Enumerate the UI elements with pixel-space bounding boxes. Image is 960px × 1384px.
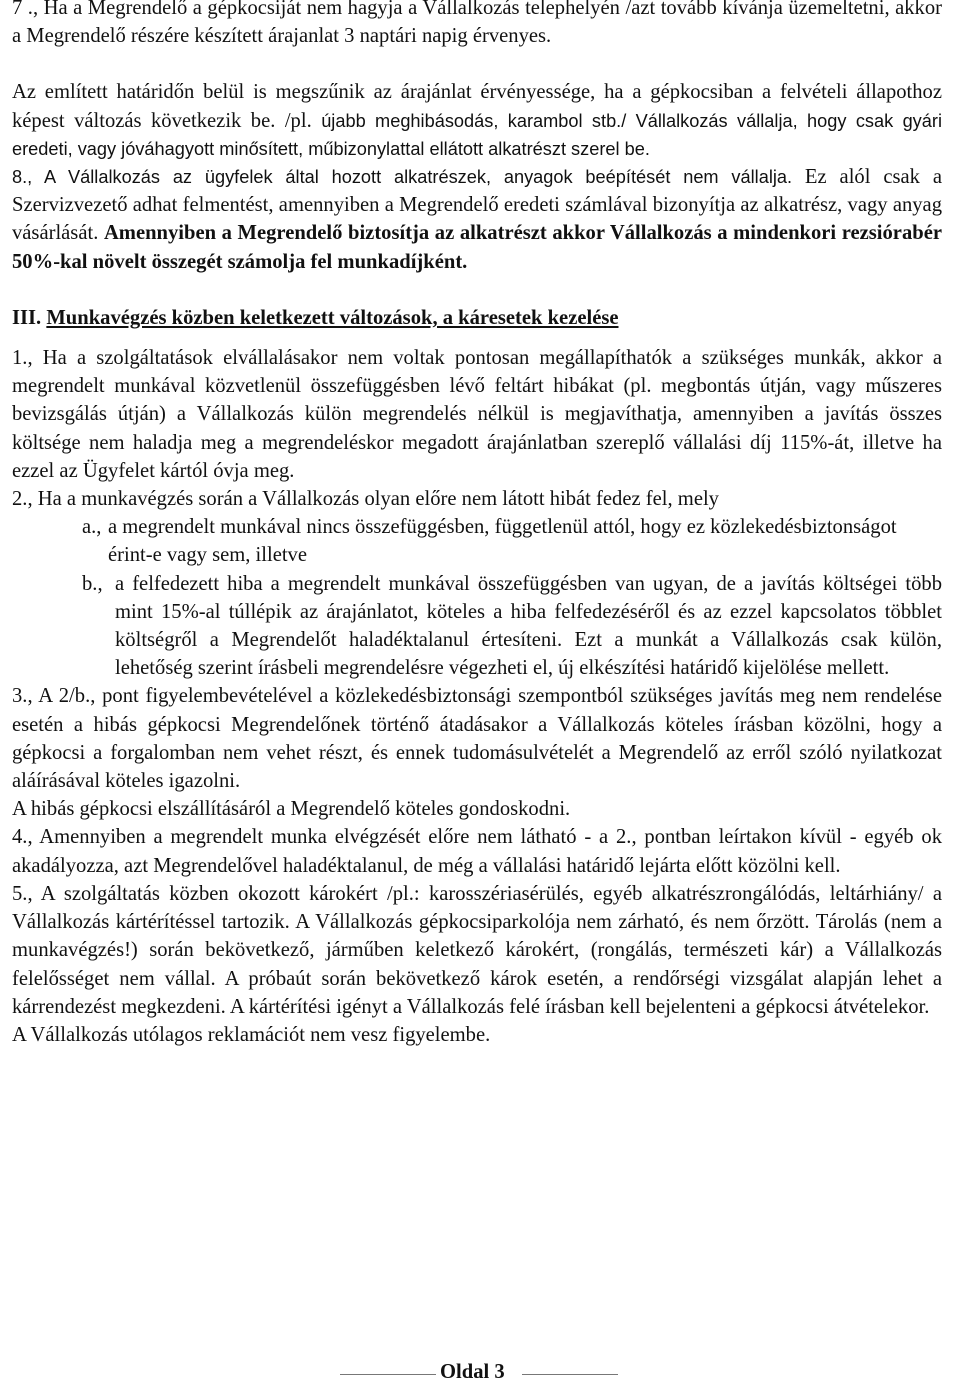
paragraph-8-bold-text: Amennyiben a Megrendelő biztosítja az alkatrészt akkor Vállalkozás a mindenkori rezsiórabér 50%-kal növelt összegét számolja fel munkadíjként. (12, 222, 942, 273)
paragraph-7: 7 ., Ha a Megrendelő a gépkocsiját nem hagyja a Vállalkozás telephelyén /azt tovább kívánja üzemeltetni, akkor a Megrendelő részére készített árajanlat 3 naptári napig érvenyes. (12, 0, 942, 48)
section-number: III. (12, 306, 42, 329)
section-heading (12, 304, 942, 332)
paragraph-3-2: 2., Ha a munkavégzés során a Vállalkozás olyan előre nem látott hibát fedez fel, mely (12, 488, 719, 511)
footer-rule-right (522, 1374, 618, 1375)
sub-item-a-text: a megrendelt munkával nincs összefüggésben, függetlenül attól, hogy ez közlekedésbiztonságot érint-e vagy sem, illetve (108, 516, 897, 567)
paragraph-3-3b: A hibás gépkocsi elszállításáról a Megrendelő köteles gondoskodni. (12, 798, 571, 821)
paragraph-8-text: Ez alól csak a Szervizvezető adhat felmentést, amennyiben a Megrendelő eredeti számlával bizonyítja az alkatrész, vagy anyag vásárlását. (12, 166, 943, 245)
sub-item-a (82, 513, 942, 569)
blank-line (12, 50, 942, 78)
footer-rule-left (340, 1374, 436, 1375)
sub-item-a-label: a., (82, 516, 102, 539)
spacer (12, 332, 942, 344)
section-title: Munkavégzés közben keletkezett változások, a káresetek kezelése (46, 306, 619, 329)
paragraph-8-sans-text: , A Vállalkozás az ügyfelek által hozott alkatrészek, anyagok beépítését nem vállalja. (27, 167, 805, 188)
document-page (12, 0, 942, 1049)
blank-line (12, 276, 942, 304)
sub-item-b-label: b., (82, 572, 103, 595)
paragraph-3-5: 5., A szolgáltatás közben okozott károkért /pl.: karosszériasérülés, egyéb alkatrészrongálódás, leltárhiány/ a Vállalkozás kártérítéssel tartozik. A Vállalkozás gépkocsiparkolója nem zárható, és nem őrzött. Tárolás (nem a munkavégzés!) során bekövetkező, járműben keletkező károkért, (rongálás, természeti kár) a Vállalkozás felelősséget nem vállal. A próbaút során bekövetkező károk esetén, a rendőrségi vizsgálat alapján lehet a kárrendezést megkezdeni. A kártérítési igényt a Vállalkozás felé írásban kell bejelenteni a gépkocsi átvételekor. (12, 882, 942, 1018)
page-number: Oldal 3 (440, 1361, 505, 1383)
paragraph-8 (12, 163, 942, 276)
page-footer (0, 1356, 960, 1384)
sub-item-b (82, 570, 942, 683)
paragraph-3-4: 4., Amennyiben a megrendelt munka elvégzését előre nem látható - a 2., pontban leírtakon kívül - egyéb ok akadályozza, azt Megrendelővel haladéktalanul, de még a vállalási határidő lejárta előtt közölni kell. (12, 826, 942, 877)
paragraph-8-number: 8. (12, 167, 28, 188)
offer-validity-text: Az említett határidőn belül is megszűnik az árajánlat érvényessége, ha a gépkocsiban a felvételi állapothoz képest változás következik be. /pl. (12, 81, 942, 132)
sub-item-b-text: a felfedezett hiba a megrendelt munkával összefüggésben van ugyan, de a javítás költségei több mint 15%-al túllépik az árajánlatot, köteles a hiba felfedezéséről és az ezzel kapcsolatos többlet költségről a Megrendelőt haladéktalanul értesíteni. Ezt a munkát a Vállalkozás csak külön, lehetőség szerint írásbeli megrendelésre végezheti el, új elkészítési határidő kijelölése mellett. (115, 572, 942, 680)
paragraph-offer-validity (12, 78, 942, 163)
paragraph-3-3: 3., A 2/b., pont figyelembevételével a közlekedésbiztonsági szempontból szükséges javítás meg nem rendelése esetén a hibás gépkocsi Megrendelőnek történő átadásakor a Vállalkozás köteles írásban közölni, hogy a gépkocsi a forgalomban nem vehet részt, és ennek tudomásulvételét a Megrendelő az erről szóló nyilatkozat aláírásával köteles igazolni. (12, 685, 942, 793)
paragraph-3-5b: A Vállalkozás utólagos reklamációt nem vesz figyelembe. (12, 1023, 491, 1046)
parts-commitment-text: újabb meghibásodás, karambol stb./ Vállalkozás vállalja, hogy csak gyári eredeti, vagy jóváhagyott minősített, műbizonylattal ellátott alkatrészt szerel be. (12, 110, 942, 159)
paragraph-3-1: 1., Ha a szolgáltatások elvállalásakor nem voltak pontosan megállapíthatók a szükséges munkák, akkor a megrendelt munkával közvetlenül összefüggésben lévő feltárt hibákat (pl. megbontás útján, vagy műszeres bevizsgálás útján) a Vállalkozás külön megrendelés nélkül is megjavíthatja, amennyiben a javítás összes költsége nem haladja meg a megrendeléskor megadott árajánlatban szereplő vállalási díj 115%-át, illetve ha ezzel az Ügyfelet kártól óvja meg. (12, 347, 942, 482)
